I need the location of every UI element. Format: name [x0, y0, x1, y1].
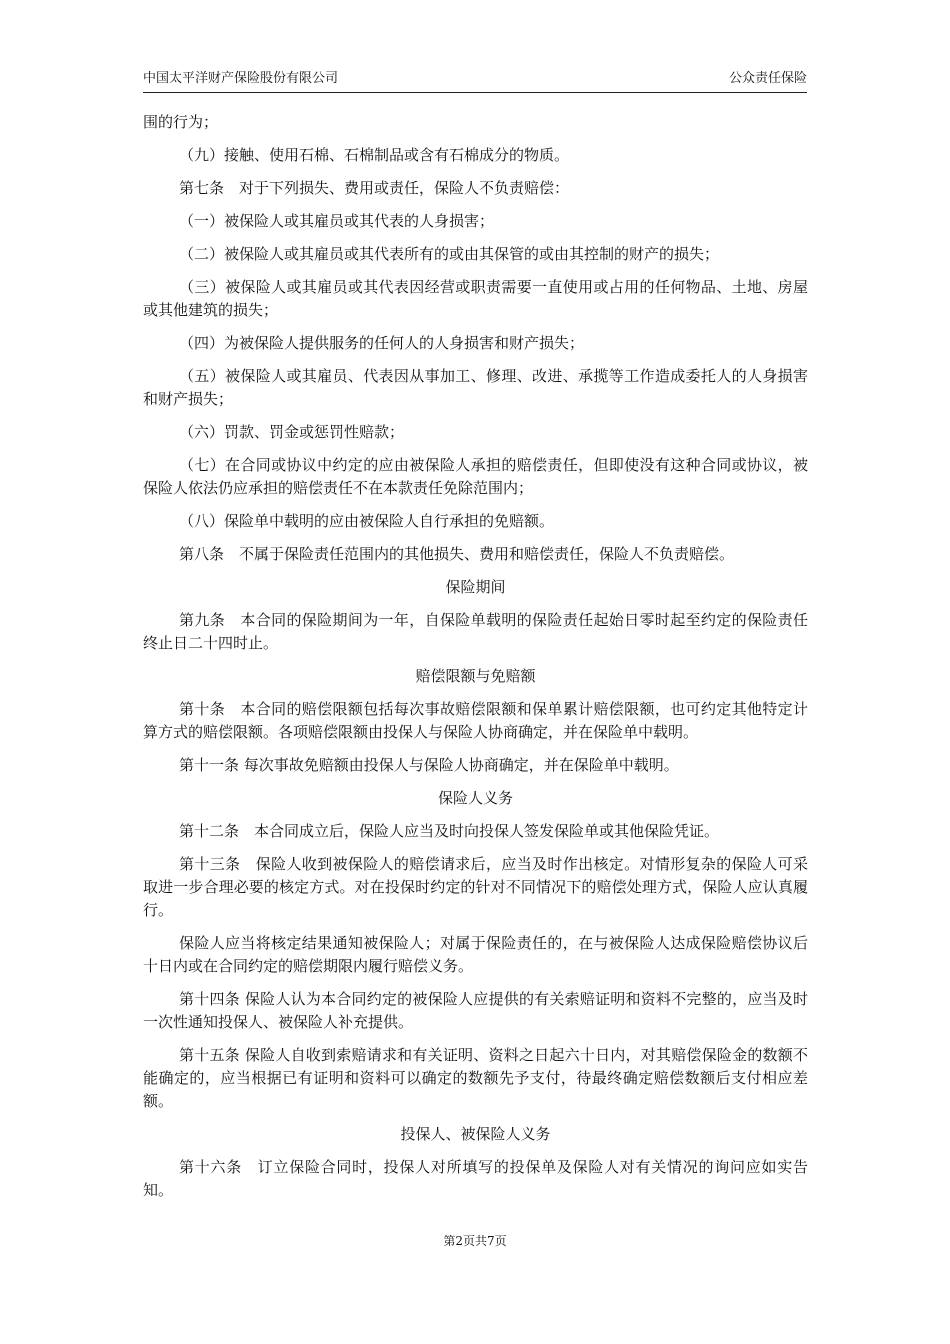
- company-name: 中国太平洋财产保险股份有限公司: [143, 71, 339, 86]
- paragraph: （八）保险单中载明的应由被保险人自行承担的免赔额。: [179, 512, 555, 530]
- paragraph: （七）在合同或协议中约定的应由被保险人承担的赔偿责任，但即使没有这种合同或协议，被保险人依法仍应承担的赔偿责任不在本款责任免除范围内；: [143, 456, 808, 497]
- article-14: 第十四条 保险人认为本合同约定的被保险人应提供的有关索赔证明和资料不完整的，应当及时一次性通知投保人、被保险人补充提供。: [143, 990, 808, 1031]
- paragraph: （一）被保险人或其雇员或其代表的人身损害；: [179, 212, 495, 230]
- section-heading: 赔偿限额与免赔额: [415, 667, 536, 685]
- article-16: 第十六条 订立保险合同时，投保人对所填写的投保单及保险人对有关情况的询问应如实告知。: [143, 1158, 808, 1199]
- article-11: 第十一条 每次事故免赔额由投保人与保险人协商确定，并在保险单中载明。: [179, 756, 679, 774]
- page-number: 第2页共7页: [443, 1234, 507, 1248]
- article-9: 第九条 本合同的保险期间为一年，自保险单载明的保险责任起始日零时起至约定的保险责任终止日二十四时止。: [143, 611, 808, 652]
- article-10: 第十条 本合同的赔偿限额包括每次事故赔偿限额和保单累计赔偿限额，也可约定其他特定计算方式的赔偿限额。各项赔偿限额由投保人与保险人协商确定，并在保险单中载明。: [143, 700, 808, 741]
- article-12: 第十二条 本合同成立后，保险人应当及时向投保人签发保险单或其他保险凭证。: [179, 822, 720, 840]
- paragraph: 保险人应当将核定结果通知被保险人；对属于保险责任的，在与被保险人达成保险赔偿协议后十日内或在合同约定的赔偿期限内履行赔偿义务。: [143, 934, 808, 975]
- paragraph: （六）罚款、罚金或惩罚性赔款；: [179, 423, 405, 441]
- paragraph: （九）接触、使用石棉、石棉制品或含有石棉成分的物质。: [179, 146, 570, 164]
- document-body: [143, 111, 808, 1212]
- section-heading: 保险人义务: [437, 789, 513, 807]
- paragraph: （五）被保险人或其雇员、代表因从事加工、修理、改进、承揽等工作造成委托人的人身损害和财产损失；: [143, 367, 808, 408]
- page-header: [143, 70, 807, 93]
- product-name: 公众责任保险: [728, 71, 807, 86]
- paragraph: （三）被保险人或其雇员或其代表因经营或职责需要一直使用或占用的任何物品、土地、房屋或其他建筑的损失；: [143, 278, 808, 319]
- article-13: 第十三条 保险人收到被保险人的赔偿请求后，应当及时作出核定。对情形复杂的保险人可采取进一步合理必要的核定方式。对在投保时约定的针对不同情况下的赔偿处理方式，保险人应认真履行。: [143, 855, 808, 919]
- paragraph: （四）为被保险人提供服务的任何人的人身损害和财产损失；: [179, 334, 585, 352]
- section-heading: 保险期间: [445, 578, 506, 596]
- article-8: 第八条 不属于保险责任范围内的其他损失、费用和赔偿责任，保险人不负责赔偿。: [179, 545, 735, 563]
- article-15: 第十五条 保险人自收到索赔请求和有关证明、资料之日起六十日内，对其赔偿保险金的数额不能确定的，应当根据已有证明和资料可以确定的数额先予支付，待最终确定赔偿数额后支付相应差额。: [143, 1046, 808, 1110]
- paragraph: （二）被保险人或其雇员或其代表所有的或由其保管的或由其控制的财产的损失；: [179, 245, 720, 263]
- article-7: 第七条 对于下列损失、费用或责任，保险人不负责赔偿：: [179, 179, 570, 197]
- paragraph: 围的行为；: [143, 113, 219, 131]
- section-heading: 投保人、被保险人义务: [400, 1125, 551, 1143]
